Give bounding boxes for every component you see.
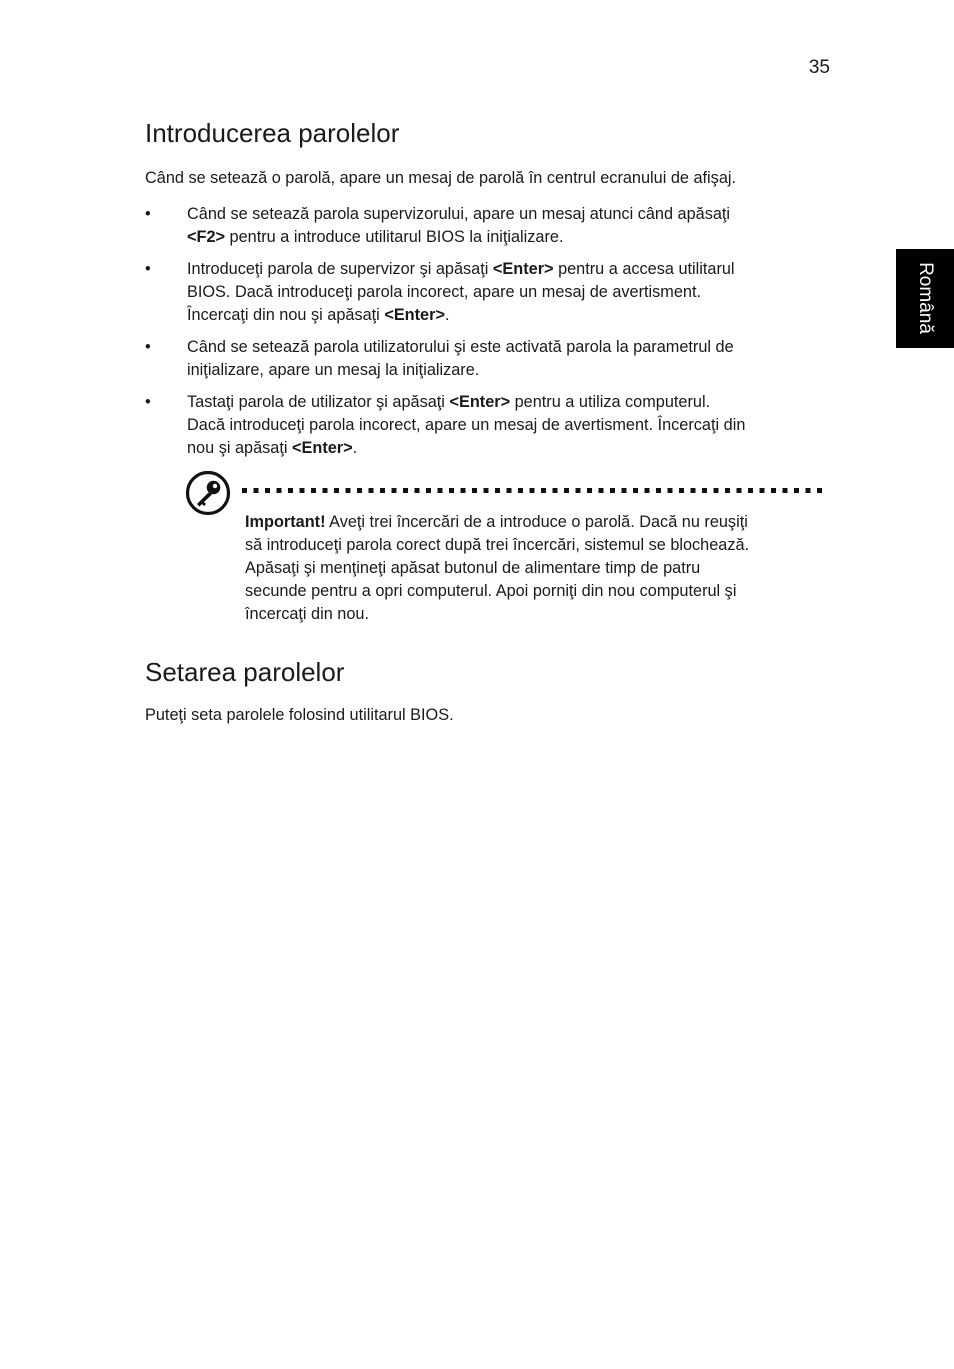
important-note xyxy=(245,511,835,626)
bullet-text: nou şi apăsaţi xyxy=(187,439,292,457)
bullet-line: Când se setează parola utilizatorului şi este activată parola la parametrul de xyxy=(187,338,734,356)
note-line: Apăsaţi şi menţineţi apăsat butonul de alimentare timp de patru xyxy=(245,559,701,577)
bullet-line: BIOS. Dacă introduceţi parola incorect, apare un mesaj de avertisment. xyxy=(187,283,702,301)
note-divider xyxy=(242,488,826,493)
language-tab-label: Română xyxy=(915,262,936,334)
list-item xyxy=(145,391,835,460)
list-item xyxy=(145,336,835,382)
bullet-line: Când se setează parola supervizorului, apare un mesaj atunci când apăsaţi xyxy=(187,205,731,223)
section-title-introducerea: Introducerea parolelor xyxy=(145,118,400,148)
bullet-marker: • xyxy=(145,260,151,278)
language-tab xyxy=(896,249,954,348)
bullet-marker: • xyxy=(145,205,151,223)
key-label: <Enter> xyxy=(449,393,511,411)
bullet-line: Dacă introduceţi parola incorect, apare un mesaj de avertisment. Încercaţi din xyxy=(187,416,746,434)
key-label: <Enter> xyxy=(492,260,554,278)
bullet-line: iniţializare, apare un mesaj la iniţializare. xyxy=(187,361,480,379)
section-title-setarea: Setarea parolelor xyxy=(145,657,345,687)
note-line: să introduceţi parola corect după trei încercări, sistemul se blochează. xyxy=(245,536,750,554)
bullet-marker: • xyxy=(145,393,151,411)
bullet-line xyxy=(187,304,835,327)
intro-paragraph: Când se setează o parolă, apare un mesaj de parolă în centrul ecranului de afişaj. xyxy=(145,169,737,187)
setting-paragraph: Puteţi seta parolele folosind utilitarul BIOS. xyxy=(145,706,454,724)
list-item xyxy=(145,203,835,249)
key-label: <Enter> xyxy=(292,439,353,457)
page-number: 35 xyxy=(808,57,830,78)
note-line: secunde pentru a opri computerul. Apoi porniţi din nou computerul şi xyxy=(245,582,737,600)
bullet-text: . xyxy=(352,439,358,457)
key-label: <F2> xyxy=(187,228,226,246)
bullet-text: Încercaţi din nou şi apăsaţi xyxy=(187,306,385,324)
bullet-line xyxy=(187,391,835,414)
bullet-text: pentru a introduce utilitarul BIOS la iniţializare. xyxy=(225,228,564,246)
note-label: Important! xyxy=(245,513,326,531)
note-line: încercaţi din nou. xyxy=(245,605,369,623)
bullet-text: Introduceţi parola de supervizor şi apăsaţi xyxy=(187,260,493,278)
list-item xyxy=(145,258,835,327)
bullet-text: . xyxy=(444,306,450,324)
bullet-line xyxy=(187,437,835,460)
bullet-line xyxy=(187,226,835,249)
bullet-marker: • xyxy=(145,338,151,356)
bullet-line xyxy=(187,258,835,281)
bullet-text: Tastaţi parola de utilizator şi apăsaţi xyxy=(187,393,450,411)
bullet-text: pentru a utiliza computerul. xyxy=(510,393,711,411)
bullet-list xyxy=(145,203,835,469)
bullet-text: pentru a accesa utilitarul xyxy=(553,260,735,278)
note-text: Aveţi trei încercări de a introduce o parolă. Dacă nu reuşiţi xyxy=(325,513,748,531)
key-icon xyxy=(185,470,231,516)
key-label: <Enter> xyxy=(384,306,445,324)
note-line xyxy=(245,511,835,534)
